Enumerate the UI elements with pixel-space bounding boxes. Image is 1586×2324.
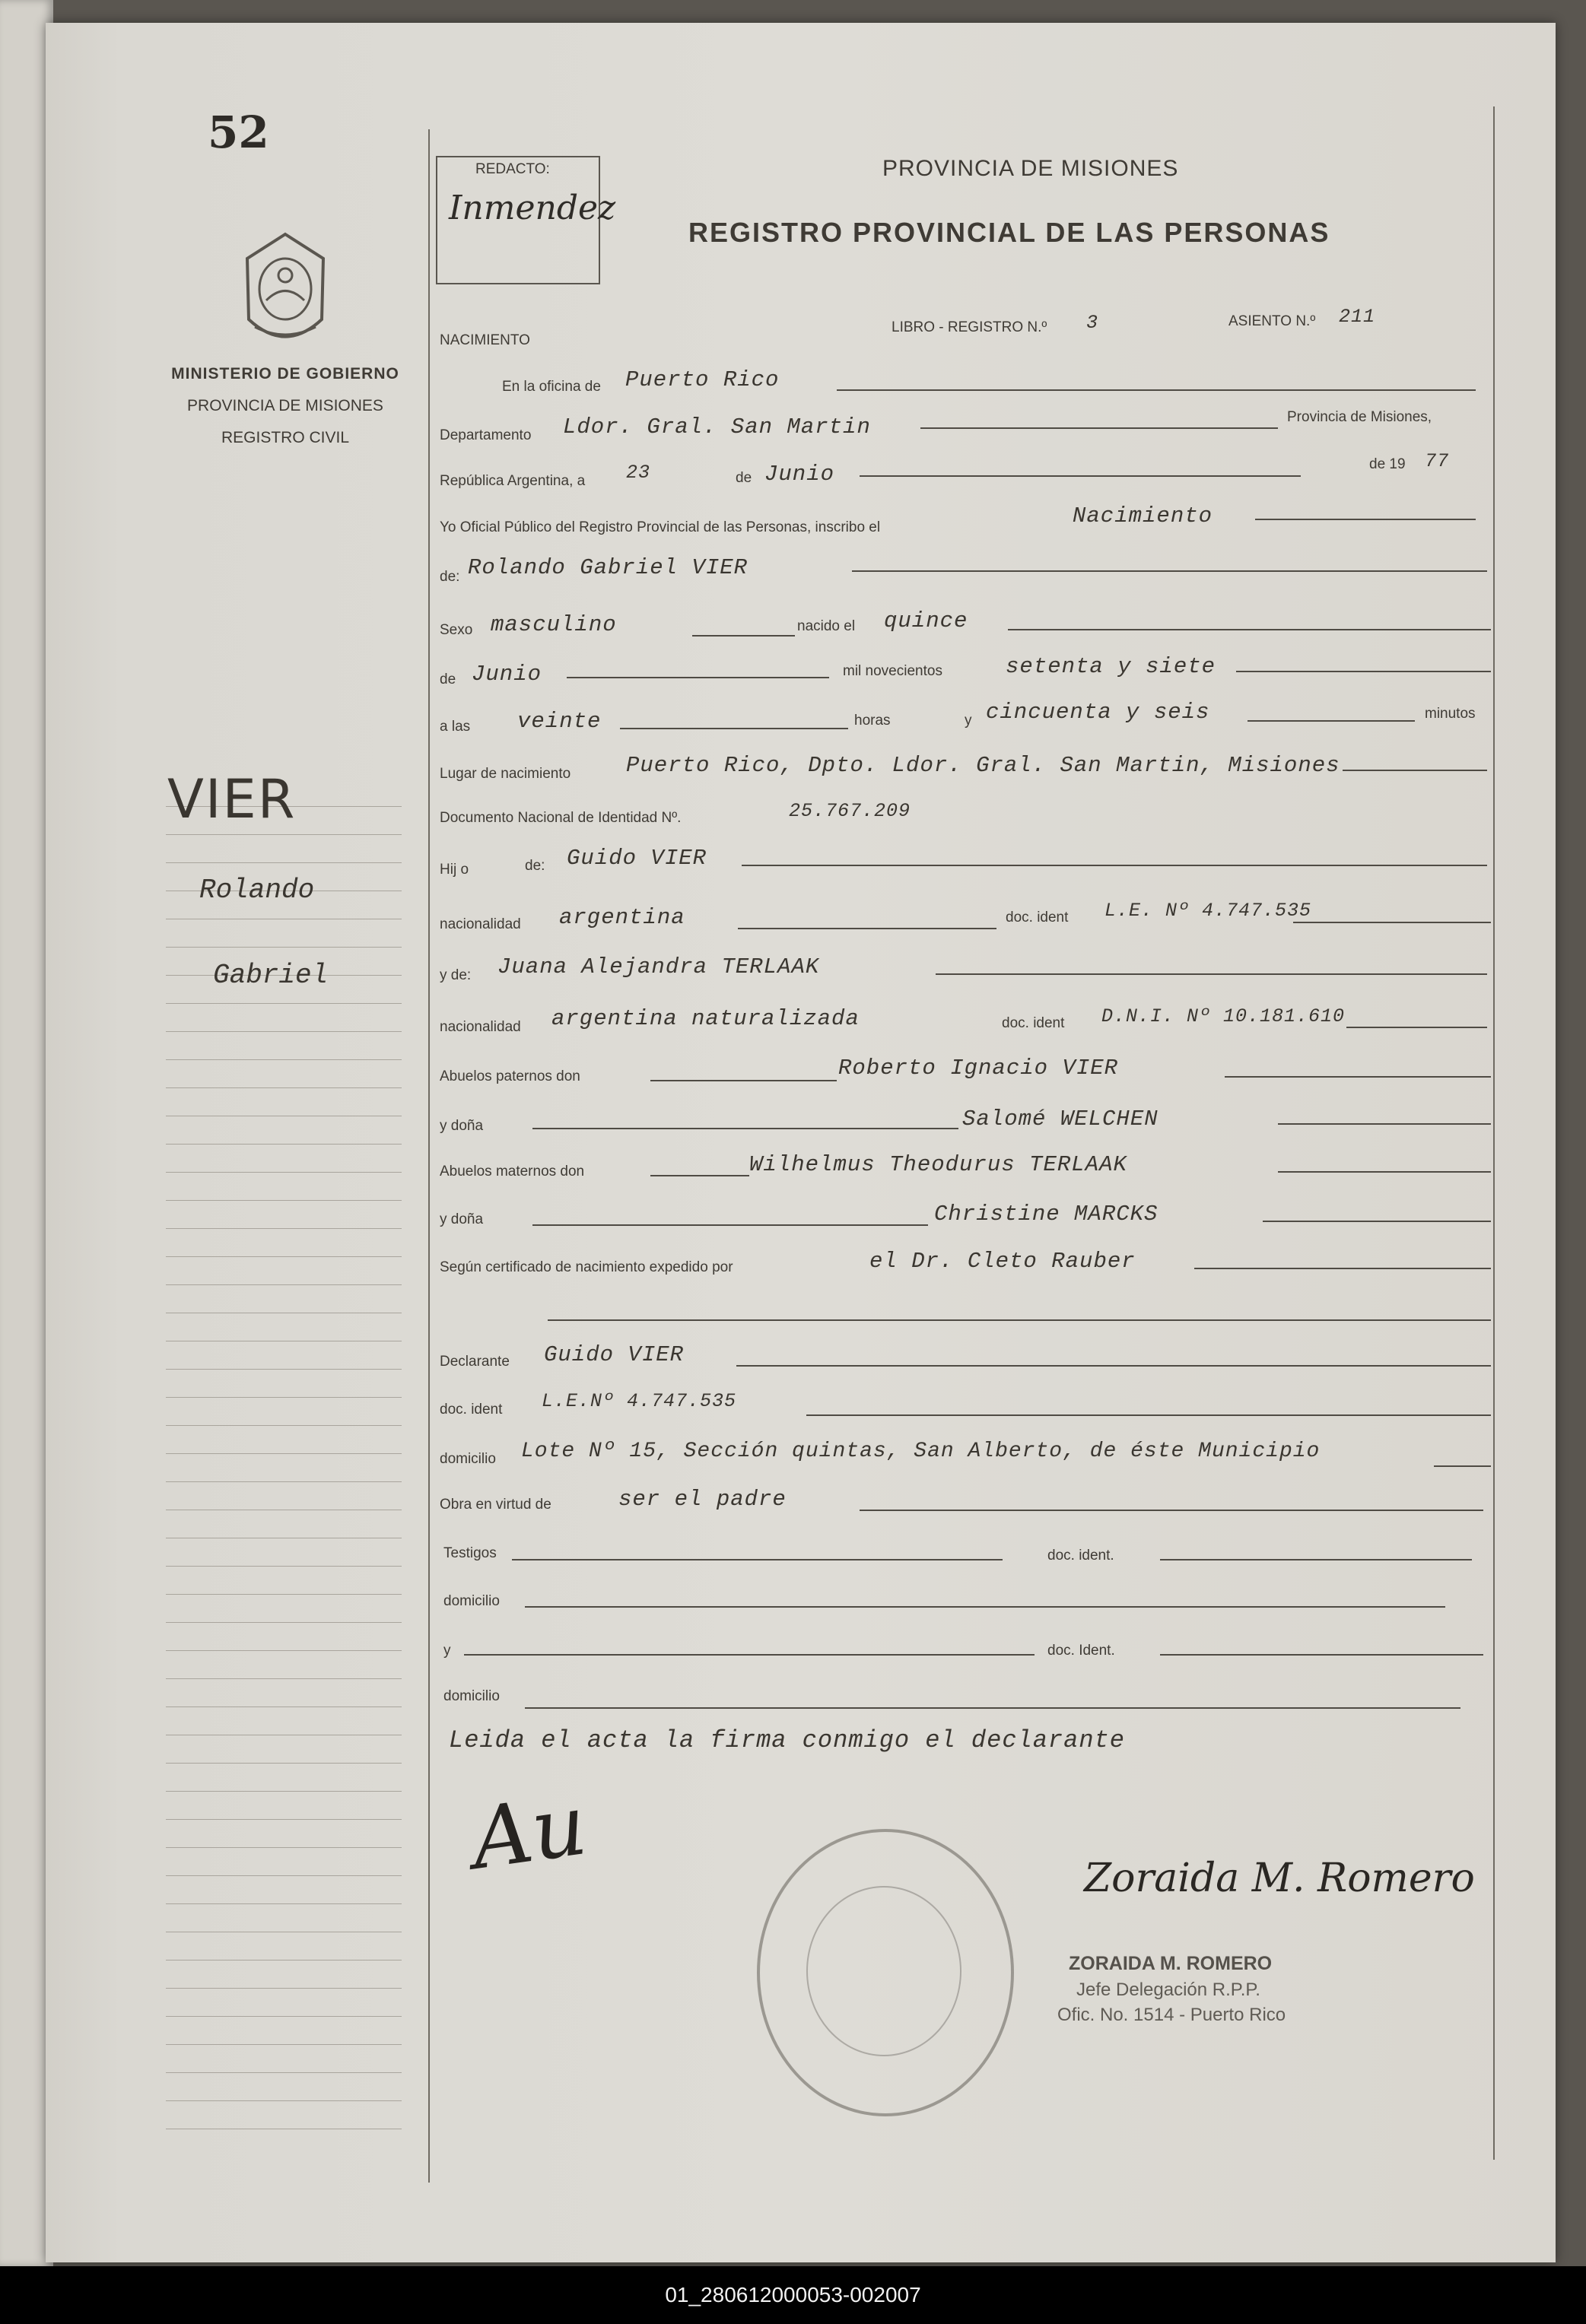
nacido-value: quince [884, 608, 968, 633]
margin-rule [166, 1706, 402, 1707]
anio-value: 77 [1425, 450, 1450, 472]
declarant-signature: Au [465, 1776, 593, 1888]
margin-rule [166, 834, 402, 835]
doc-test1-label: doc. ident. [1047, 1548, 1114, 1564]
horas-label: horas [854, 713, 891, 729]
anio-nac-value: setenta y siete [1006, 654, 1216, 679]
fill-line [464, 1654, 1035, 1656]
margin-rule [166, 947, 402, 948]
republica-label: República Argentina, a [440, 473, 586, 489]
margin-rule [166, 1875, 402, 1876]
declarante-label: Declarante [440, 1354, 510, 1370]
lugar-label: Lugar de nacimiento [440, 766, 571, 782]
fill-line [1008, 629, 1491, 630]
padre-value: Guido VIER [567, 846, 707, 871]
ministry-province: PROVINCIA DE MISIONES [187, 397, 383, 414]
fill-line [1194, 1268, 1491, 1269]
fill-line [1278, 1123, 1491, 1125]
coat-of-arms-icon [232, 228, 338, 357]
fill-line [650, 1080, 837, 1081]
margin-rule [166, 1256, 402, 1257]
abuelos-mat-label: Abuelos maternos don [440, 1164, 585, 1179]
certificado-value: el Dr. Cleto Rauber [869, 1249, 1136, 1274]
abuela-pat-value: Salomé WELCHEN [962, 1106, 1159, 1132]
fill-line [567, 677, 829, 678]
fill-line [1160, 1654, 1483, 1656]
mil-label: mil novecientos [843, 663, 942, 679]
doc-padre-value: L.E. Nº 4.747.535 [1104, 900, 1312, 922]
margin-rule [166, 1453, 402, 1454]
margin-first-name: Rolando [199, 875, 315, 906]
fill-line [1248, 720, 1415, 722]
margin-rule [166, 1031, 402, 1032]
doc-madre-value: D.N.I. Nº 10.181.610 [1101, 1005, 1346, 1027]
abuelo-mat-value: Wilhelmus Theodurus TERLAAK [749, 1152, 1127, 1177]
hijo-label: Hij o [440, 862, 469, 878]
declarante-value: Guido VIER [544, 1342, 685, 1367]
margin-rule [166, 1678, 402, 1679]
doc-decl-value: L.E.Nº 4.747.535 [542, 1390, 737, 1412]
oficial-label: Yo Oficial Público del Registro Provincial de las Personas, inscribo el [440, 519, 881, 535]
mes-nac-label: de [440, 671, 456, 687]
departamento-label: Departamento [440, 427, 532, 443]
page-number: 52 [208, 106, 269, 158]
ministry-civil-registry: REGISTRO CIVIL [221, 429, 350, 446]
dia-value: 23 [626, 462, 651, 484]
fill-line [1225, 1076, 1491, 1078]
documento-value: 25.767.209 [789, 800, 911, 822]
anio-label: de 19 [1369, 456, 1406, 472]
margin-rule [166, 1200, 402, 1201]
margin-rule [166, 1481, 402, 1482]
margin-rule [166, 1172, 402, 1173]
fill-line [738, 928, 996, 929]
margin-rule [166, 1059, 402, 1060]
nac-padre-value: argentina [559, 905, 685, 930]
margin-rule [166, 1397, 402, 1398]
margin-second-name: Gabriel [213, 960, 329, 991]
margin-rule [166, 1903, 402, 1904]
margin-rule [166, 1003, 402, 1004]
redacto-label: REDACTO: [475, 161, 550, 177]
margin-rule [166, 2044, 402, 2045]
fill-line [860, 1510, 1483, 1511]
fill-line [692, 635, 795, 637]
domicilio-label: domicilio [440, 1451, 496, 1467]
doc-test2-label: doc. Ident. [1047, 1643, 1115, 1659]
obra-label: Obra en virtud de [440, 1497, 551, 1513]
doc-madre-label: doc. ident [1002, 1015, 1065, 1031]
sexo-label: Sexo [440, 622, 473, 638]
fill-line [525, 1606, 1445, 1608]
de-padre-label: de: [525, 858, 545, 874]
nac-madre-label: nacionalidad [440, 1019, 521, 1035]
doc-padre-label: doc. ident [1006, 910, 1069, 925]
fill-line [1346, 1027, 1487, 1028]
frame-line-left [428, 129, 430, 2183]
provincia-label: Provincia de Misiones, [1287, 409, 1432, 425]
leida-text: Leida el acta la firma conmigo el declarante [449, 1726, 1125, 1754]
margin-rule [166, 1087, 402, 1088]
madre-value: Juana Alejandra TERLAAK [497, 954, 820, 979]
margin-rule [166, 1284, 402, 1285]
ministry-title: MINISTERIO DE GOBIERNO [171, 365, 399, 383]
fill-line [920, 427, 1278, 429]
certificado-label: Según certificado de nacimiento expedido por [440, 1259, 733, 1275]
image-caption: 01_280612000053-002007 [665, 2283, 921, 2307]
margin-rule [166, 2100, 402, 2101]
fill-line [1343, 770, 1487, 771]
frame-line-right [1493, 106, 1495, 2160]
fill-line [936, 973, 1487, 975]
dom-test2-label: domicilio [443, 1688, 500, 1704]
fill-line [742, 865, 1487, 866]
minutos-label: minutos [1425, 706, 1476, 722]
fill-line [548, 1319, 1491, 1321]
redacto-signature: Inmendez [449, 189, 616, 227]
registry-title: REGISTRO PROVINCIAL DE LAS PERSONAS [688, 217, 1330, 248]
abuelos-pat-label: Abuelos paternos don [440, 1068, 580, 1084]
horas-value: veinte [517, 709, 602, 734]
margin-rule [166, 1369, 402, 1370]
mes-value: Junio [764, 462, 835, 487]
oficina-label: En la oficina de [502, 379, 601, 395]
sexo-value: masculino [491, 612, 617, 637]
persona-value: Rolando Gabriel VIER [468, 555, 749, 580]
de-persona-label: de: [440, 569, 460, 585]
margin-rule [166, 2016, 402, 2017]
lugar-value: Puerto Rico, Dpto. Ldor. Gral. San Martin, Misiones [626, 753, 1340, 778]
fill-line [532, 1128, 958, 1129]
de-label: de [736, 470, 752, 486]
officer-office: Ofic. No. 1514 - Puerto Rico [1057, 2005, 1286, 2025]
fill-line [1263, 1221, 1491, 1222]
libro-label: LIBRO - REGISTRO N.º [892, 319, 1047, 335]
officer-signature: Zoraida M. Romero [1084, 1856, 1475, 1901]
fill-line [512, 1559, 1003, 1560]
margin-rule [166, 1425, 402, 1426]
fill-line [525, 1707, 1460, 1709]
dona-pat-label: y doña [440, 1118, 484, 1134]
asiento-label: ASIENTO N.º [1228, 313, 1316, 329]
fill-line [806, 1414, 1491, 1416]
margin-rule [166, 2072, 402, 2073]
fill-line [1160, 1559, 1472, 1560]
margin-rule [166, 1144, 402, 1145]
a-las-label: a las [440, 719, 471, 735]
margin-rule [166, 1228, 402, 1229]
nac-padre-label: nacionalidad [440, 916, 521, 932]
dom-test1-label: domicilio [443, 1593, 500, 1609]
fill-line [1255, 519, 1476, 520]
margin-rule [166, 1988, 402, 1989]
margin-rule [166, 1819, 402, 1820]
nac-madre-value: argentina naturalizada [551, 1006, 860, 1031]
fill-line [1278, 1171, 1491, 1173]
fill-line [736, 1365, 1491, 1367]
margin-rule [166, 1650, 402, 1651]
domicilio-value: Lote Nº 15, Sección quintas, San Alberto, de éste Municipio [521, 1440, 1321, 1463]
margin-surname: VIER [167, 768, 297, 830]
fill-line [1434, 1465, 1491, 1467]
margin-rule [166, 862, 402, 863]
libro-value: 3 [1086, 312, 1099, 334]
oficina-value: Puerto Rico [625, 367, 780, 392]
madre-label: y de: [440, 967, 472, 983]
asiento-value: 211 [1339, 306, 1376, 328]
y-test-label: y [443, 1643, 451, 1659]
inscribo-value: Nacimiento [1073, 503, 1213, 529]
fill-line [532, 1224, 928, 1226]
nacido-label: nacido el [797, 618, 856, 634]
margin-rule [166, 1622, 402, 1623]
record-type-label: NACIMIENTO [440, 332, 530, 348]
margin-rule [166, 1791, 402, 1792]
mes-nac-value: Junio [472, 662, 542, 687]
dona-mat-label: y doña [440, 1211, 484, 1227]
margin-rule [166, 1594, 402, 1595]
fill-line [650, 1175, 749, 1176]
abuelo-pat-value: Roberto Ignacio VIER [838, 1056, 1119, 1081]
obra-value: ser el padre [618, 1487, 787, 1512]
fill-line [1293, 922, 1491, 923]
testigos-label: Testigos [443, 1545, 497, 1561]
documento-label: Documento Nacional de Identidad Nº. [440, 810, 682, 826]
y-label: y [965, 713, 972, 729]
fill-line [852, 570, 1487, 572]
abuela-mat-value: Christine MARCKS [934, 1202, 1159, 1227]
margin-rule [166, 1847, 402, 1848]
fill-line [1236, 671, 1491, 672]
margin-rule [166, 1763, 402, 1764]
minutos-value: cincuenta y seis [986, 700, 1210, 725]
margin-rule [166, 1566, 402, 1567]
fill-line [620, 728, 848, 729]
officer-name: ZORAIDA M. ROMERO [1069, 1953, 1273, 1974]
departamento-value: Ldor. Gral. San Martin [563, 414, 871, 440]
fill-line [837, 389, 1476, 391]
doc-decl-label: doc. ident [440, 1402, 503, 1418]
official-stamp-inner [806, 1886, 961, 2056]
officer-role: Jefe Delegación R.P.P. [1076, 1980, 1260, 2000]
province-title: PROVINCIA DE MISIONES [882, 156, 1179, 181]
fill-line [860, 475, 1301, 477]
